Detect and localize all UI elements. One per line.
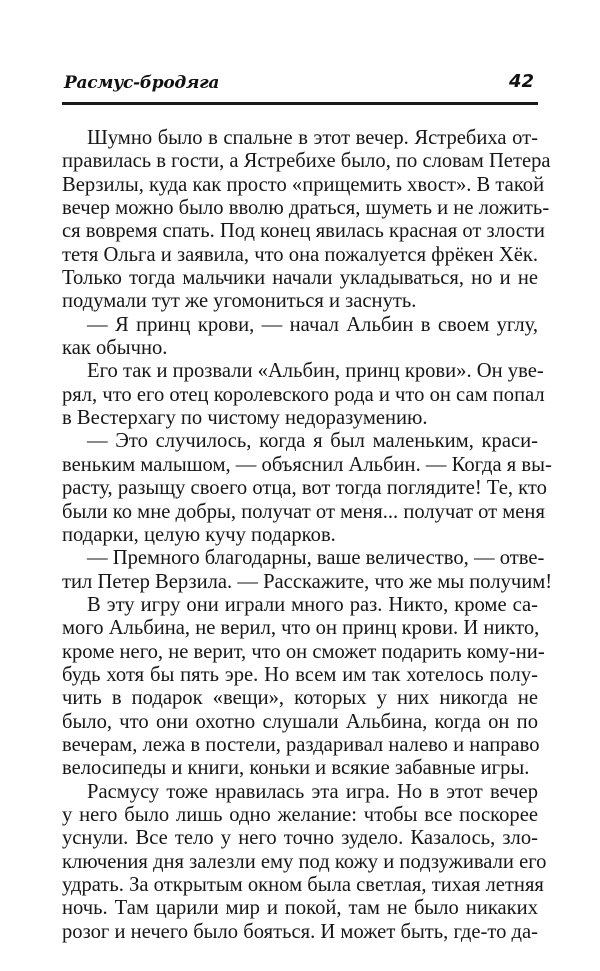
- text-line: чить в подарок «вещи», которых у них никогда не: [62, 687, 538, 710]
- text-line: веньким малышом, — объяснил Альбин. — Когда я вы-: [62, 453, 552, 476]
- text-line: будь хотя бы пять эре. Но всем им так хотелось полу-: [62, 663, 538, 686]
- text-line: розог и нечего было бояться. И может быть, где-то да-: [62, 920, 539, 943]
- text-line: ся вовремя спать. Под конец явилась красная от злости: [62, 220, 545, 243]
- text-line: Только тогда мальчики начали укладываться, но и не: [62, 267, 538, 290]
- text-line: Расмусу тоже нравилась эта игра. Но в этот вечер: [87, 780, 538, 803]
- text-line: — Премного благодарны, ваше величество, — отве-: [87, 547, 545, 570]
- text-line: рял, что его отец королевского рода и что он сам попал: [62, 383, 545, 406]
- text-line: как обычно.: [62, 337, 168, 360]
- header-rule: [62, 102, 538, 105]
- text-line: в Вестерхагу по чистому недоразумению.: [62, 407, 428, 430]
- text-line: тетя Ольга и заявила, что она пожалуется фрёкен Хёк.: [62, 243, 538, 266]
- text-line: ночь. Там царили мир и покой, там не было никаких: [62, 897, 538, 920]
- text-line: — Это случилось, когда я был маленьким, краси-: [87, 430, 538, 453]
- text-line: тил Петер Верзила. — Расскажите, что же мы получим!: [62, 570, 553, 593]
- text-line: вечер можно было вволю драться, шуметь и не ложить-: [62, 197, 550, 220]
- running-title: Расмус-бродяга: [64, 73, 220, 93]
- page-header: [62, 66, 538, 104]
- text-line: кроме него, не верит, что он сможет подарить кому-ни-: [62, 640, 545, 663]
- text-line: ключения дня залезли ему под кожу и подзуживали его: [62, 850, 547, 873]
- text-line: вечерам, лежа в постели, раздаривал налево и направо: [62, 733, 540, 756]
- text-line: Шумно было в спальне в этот вечер. Ястребиха от-: [87, 127, 538, 149]
- text-line: мого Альбина, не верил, что он принц крови. И никто,: [62, 617, 540, 640]
- text-line: В эту игру они играли много раз. Никто, кроме са-: [87, 593, 538, 616]
- text-line: удрать. За открытым окном была светлая, тихая летняя: [62, 874, 544, 896]
- text-line: были ко мне добры, получат от меня... получат от меня: [62, 500, 545, 523]
- text-line: подарки, целую кучу подарков.: [62, 523, 336, 546]
- text-line: Верзилы, куда как просто «прищемить хвост». В такой: [62, 173, 545, 196]
- text-line: было, что они охотно слушали Альбина, когда он по: [62, 710, 538, 733]
- text-line: у него было лишь одно желание: чтобы все поскорее: [62, 803, 538, 826]
- body-text: [62, 127, 553, 944]
- text-line: Его так и прозвали «Альбин, принц крови». Он уве-: [87, 360, 544, 383]
- text-line: расту, разыщу своего отца, вот тогда поглядите! Те, кто: [62, 477, 547, 500]
- page-number: 42: [508, 71, 534, 92]
- text-line: подумали тут же угомониться и заснуть.: [62, 290, 417, 313]
- text-line: велосипеды и книги, коньки и всякие забавные игры.: [62, 757, 530, 780]
- text-line: правилась в гости, а Ястребихе было, по словам Петера: [62, 150, 551, 173]
- text-line: — Я принц крови, — начал Альбин в своем углу,: [87, 313, 538, 336]
- text-line: уснули. Все тело у него точно зудело. Казалось, зло-: [62, 827, 538, 850]
